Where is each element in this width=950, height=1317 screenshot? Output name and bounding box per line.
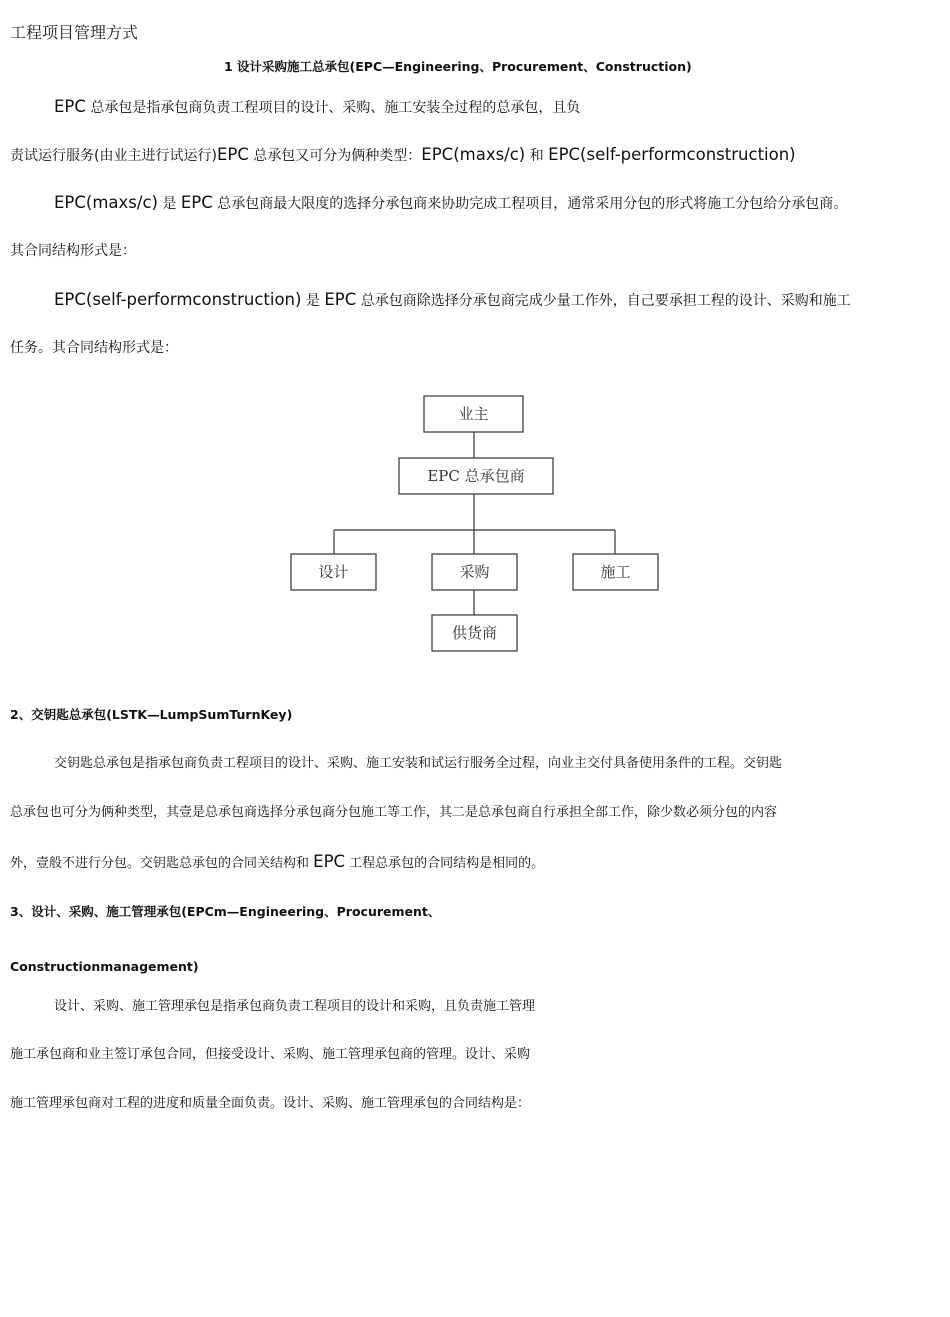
section-3-line-1: 设计、采购、施工管理承包是指承包商负责工程项目的设计和采购，且负责施工管理 bbox=[54, 999, 536, 1014]
document-title: 工程项目管理方式 bbox=[10, 23, 139, 42]
section-3-line-3: 施工管理承包商对工程的进度和质量全面负责。设计、采购、施工管理承包的合同结构是： bbox=[10, 1096, 531, 1111]
section-3-heading-line-2: Constructionmanagement) bbox=[10, 959, 199, 974]
epc-term: EPC bbox=[180, 193, 213, 212]
text-run: 是 bbox=[157, 196, 181, 212]
epc-term: EPC bbox=[216, 145, 249, 164]
section-3-line-2: 施工承包商和业主签订承包合同，但接受设计、采购、施工管理承包商的管理。设计、采购 bbox=[10, 1047, 531, 1062]
text-run: 总承包商除选择分承包商完成少量工作外，自己要承担工程的设计、采购和施工 bbox=[356, 293, 851, 309]
text-run: 工程总承包的合同结构是相同的。 bbox=[345, 856, 545, 871]
epc-term: EPC(self-performconstruction) bbox=[54, 290, 302, 309]
epc-term: EPC(maxs/c) bbox=[54, 193, 158, 212]
section-2-line-3 bbox=[10, 854, 544, 871]
epc-term: EPC bbox=[313, 852, 346, 871]
text-run: 和 bbox=[525, 148, 549, 164]
epc-term: EPC(maxs/c) bbox=[421, 145, 526, 164]
section-1-para-3-line-1 bbox=[54, 292, 851, 309]
section-3-heading-line-1: 3、设计、采购、施工管理承包(EPCm—Engineering、Procurement、 bbox=[10, 904, 441, 919]
epc-term: EPC bbox=[54, 97, 86, 116]
section-2-line-2: 总承包也可分为俩种类型，其壹是总承包商选择分承包商分包施工等工作，其二是总承包商自行承担全部工作，除少数必须分包的内容 bbox=[10, 805, 778, 820]
section-1-para-2-line-2: 其合同结构形式是： bbox=[10, 243, 136, 259]
text-run: 总承包又可分为俩种类型： bbox=[248, 148, 422, 164]
procurement-label: 采购 bbox=[459, 563, 490, 581]
section-1-heading: 1 设计采购施工总承包(EPC—Engineering、Procurement、Construction) bbox=[224, 59, 692, 74]
owner-label: 业主 bbox=[458, 405, 489, 423]
supplier-label: 供货商 bbox=[451, 624, 498, 642]
text-run: 是 bbox=[301, 293, 325, 309]
section-1-para-2-line-1 bbox=[54, 195, 847, 212]
section-2-heading: 2、交钥匙总承包(LSTK—LumpSumTurnKey) bbox=[10, 707, 293, 722]
epc-contractor-label: EPC 总承包商 bbox=[427, 467, 525, 485]
text-run: 总承包是指承包商负责工程项目的设计、采购、施工安装全过程的总承包，且负 bbox=[85, 100, 581, 116]
section-1-para-1-line-2 bbox=[10, 147, 796, 164]
text-run: 外，壹般不进行分包。交钥匙总承包的合同关结构和 bbox=[10, 856, 314, 871]
construction-label: 施工 bbox=[600, 563, 631, 581]
epc-term: EPC(self-performconstruction) bbox=[548, 145, 796, 164]
section-1-para-3-line-2: 任务。其合同结构形式是： bbox=[10, 340, 178, 356]
design-label: 设计 bbox=[318, 563, 349, 581]
epc-term: EPC bbox=[324, 290, 357, 309]
section-1-para-1-line-1 bbox=[54, 99, 580, 116]
text-run: 总承包商最大限度的选择分承包商来协助完成工程项目，通常采用分包的形式将施工分包给分承包商。 bbox=[212, 196, 848, 212]
text-run: 责试运行服务(由业主进行试运行) bbox=[10, 148, 217, 164]
contract-structure-diagram bbox=[0, 380, 950, 680]
section-2-line-1: 交钥匙总承包是指承包商负责工程项目的设计、采购、施工安装和试运行服务全过程，向业主交付具备使用条件的工程。交钥匙 bbox=[54, 756, 783, 771]
